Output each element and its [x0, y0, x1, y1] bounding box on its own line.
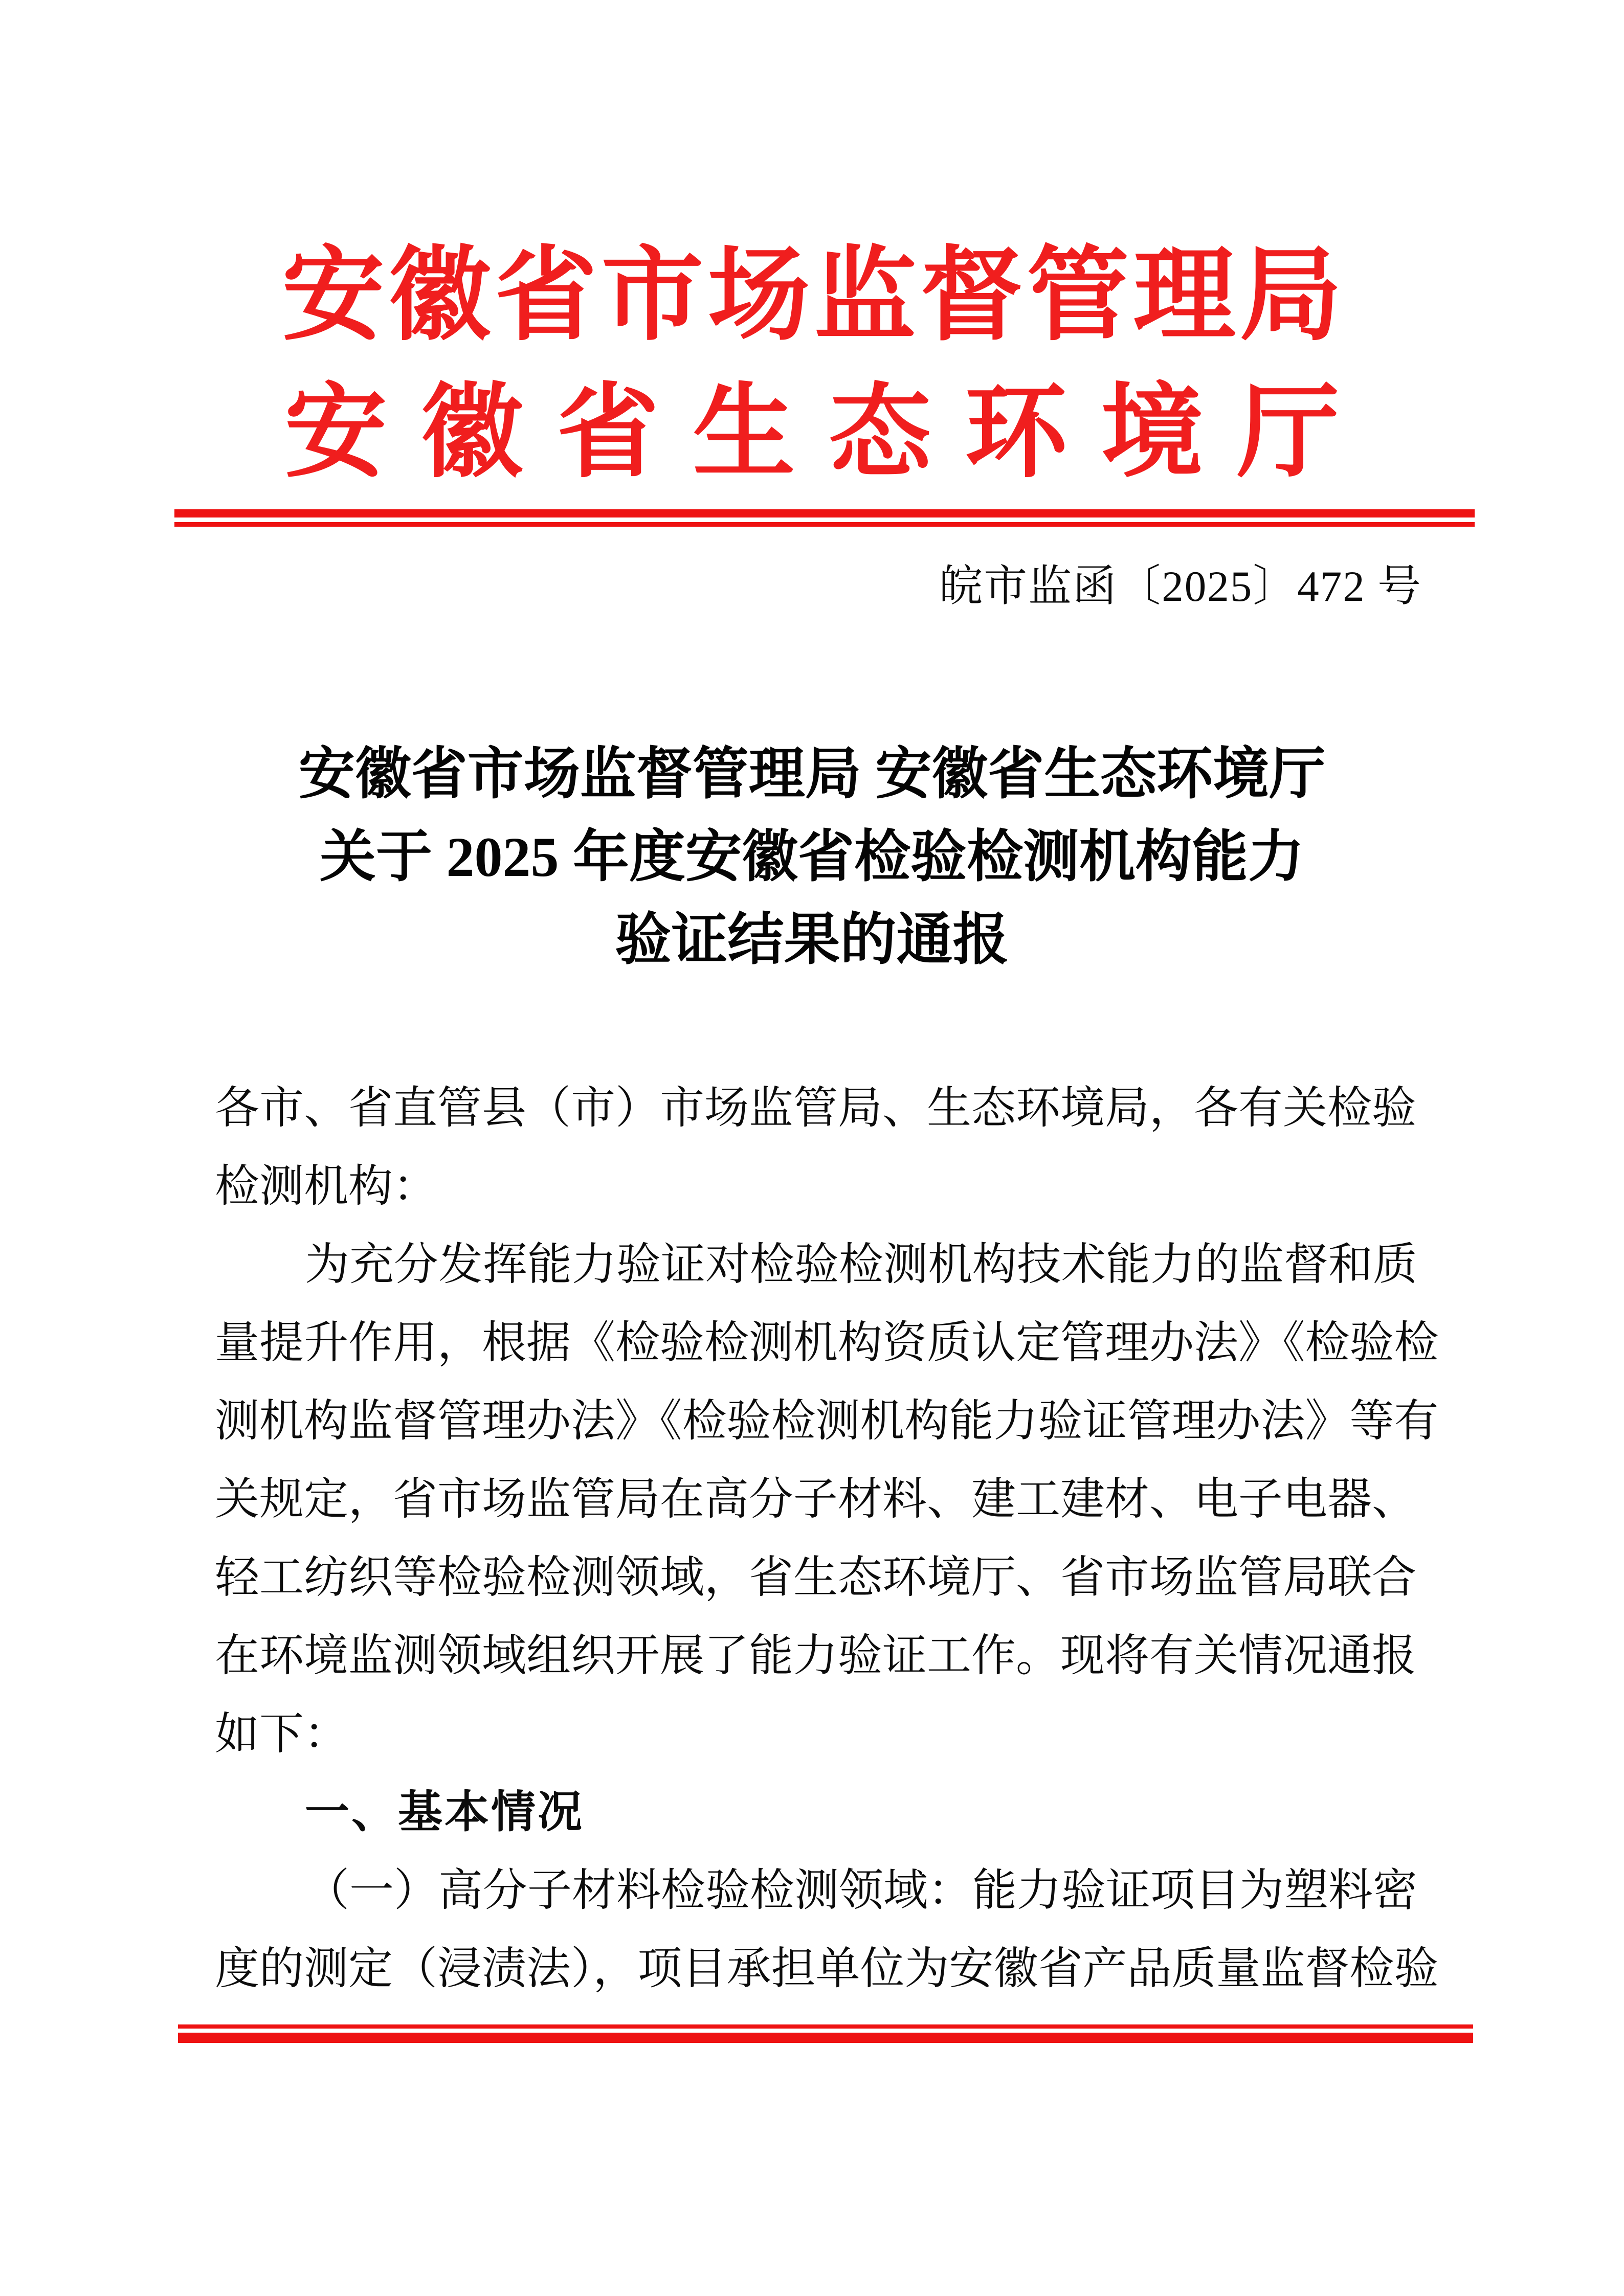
body-line: 检测机构： — [215, 1161, 437, 1211]
body-line: 量提升作用，根据《检验检测机构资质认定管理办法》《检验检 — [215, 1318, 1439, 1367]
body-line: 如下： — [215, 1709, 348, 1759]
body-line: （一）高分子材料检验检测领域：能力验证项目为塑料密 — [305, 1865, 1417, 1915]
section-heading: 一、基本情况 — [305, 1787, 584, 1837]
letterhead-agency-1: 安徽省市场监督管理局 — [282, 240, 1346, 353]
letterhead-agency-2: 安徽省生态环境厅 — [284, 377, 1373, 490]
document-title-line-2: 关于 2025 年度安徽省检验检测机构能力 — [320, 826, 1304, 888]
body-line: 轻工纺织等检验检测领域，省生态环境厅、省市场监管局联合 — [215, 1552, 1416, 1602]
footer-rule-thin — [178, 2024, 1473, 2029]
body-line: 为充分发挥能力验证对检验检测机构技术能力的监督和质 — [305, 1240, 1417, 1289]
body-line: 各市、省直管县（市）市场监管局、生态环境局，各有关检验 — [215, 1083, 1416, 1133]
document-body — [215, 1069, 1439, 2008]
document-title — [0, 733, 1624, 981]
body-line: 度的测定（浸渍法），项目承担单位为安徽省产品质量监督检验 — [215, 1944, 1439, 1993]
header-rule-thin — [174, 522, 1475, 527]
letterhead — [0, 228, 1624, 502]
document-title-line-3: 验证结果的通报 — [615, 909, 1009, 971]
header-rule-thick — [174, 509, 1475, 517]
body-line: 在环境监测领域组织开展了能力验证工作。现将有关情况通报 — [215, 1631, 1416, 1680]
body-line: 测机构监督管理办法》《检验检测机构能力验证管理办法》等有 — [215, 1396, 1439, 1446]
footer-rule-thick — [178, 2033, 1473, 2043]
document-number: 皖市监函〔2025〕472 号 — [939, 562, 1422, 611]
document-title-line-1: 安徽省市场监督管理局 安徽省生态环境厅 — [298, 743, 1326, 805]
body-line: 关规定，省市场监管局在高分子材料、建工建材、电子电器、 — [215, 1474, 1416, 1524]
